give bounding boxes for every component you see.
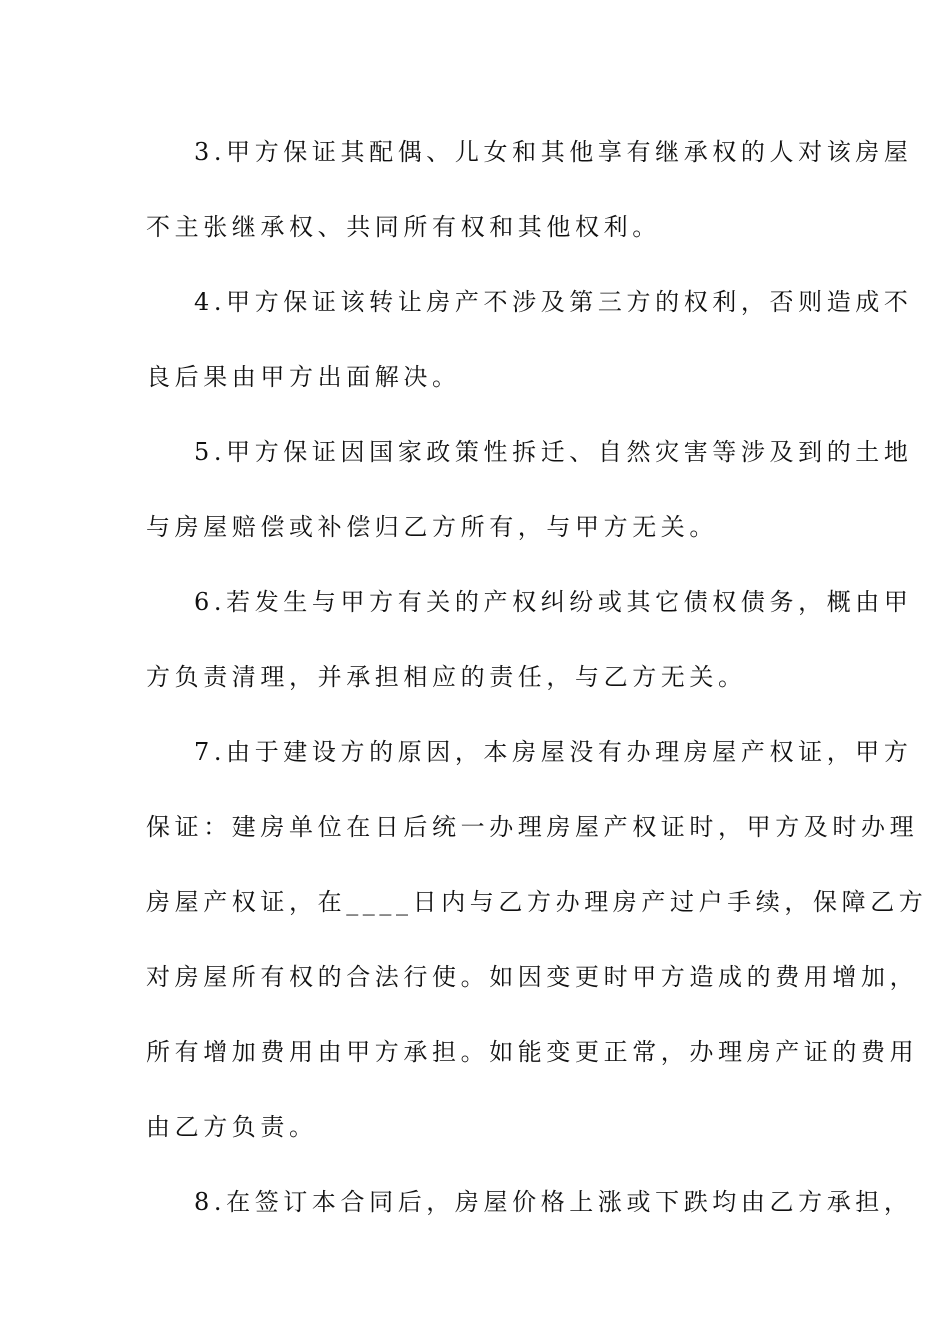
clause-7-line-3: 房屋产权证，在____日内与乙方办理房产过户手续，保障乙方 bbox=[146, 888, 928, 916]
clause-5-line-2: 与房屋赔偿或补偿归乙方所有，与甲方无关。 bbox=[146, 513, 718, 541]
clause-7-line-6: 由乙方负责。 bbox=[146, 1113, 318, 1141]
clause-7-line-4: 对房屋所有权的合法行使。如因变更时甲方造成的费用增加， bbox=[146, 963, 919, 991]
clause-7-line-2: 保证：建房单位在日后统一办理房屋产权证时，甲方及时办理 bbox=[146, 813, 919, 841]
clause-6-line-1: 6.若发生与甲方有关的产权纠纷或其它债权债务，概由甲 bbox=[194, 588, 913, 616]
clause-4-line-1: 4.甲方保证该转让房产不涉及第三方的权利，否则造成不 bbox=[194, 288, 913, 316]
clause-4-line-2: 良后果由甲方出面解决。 bbox=[146, 363, 461, 391]
clause-3-line-2: 不主张继承权、共同所有权和其他权利。 bbox=[146, 213, 661, 241]
clause-3-line-1: 3.甲方保证其配偶、儿女和其他享有继承权的人对该房屋 bbox=[194, 138, 913, 166]
clause-6-line-2: 方负责清理，并承担相应的责任，与乙方无关。 bbox=[146, 663, 747, 691]
clause-7-line-5: 所有增加费用由甲方承担。如能变更正常，办理房产证的费用 bbox=[146, 1038, 919, 1066]
clause-8-line-1: 8.在签订本合同后，房屋价格上涨或下跌均由乙方承担， bbox=[194, 1188, 913, 1216]
clause-5-line-1: 5.甲方保证因国家政策性拆迁、自然灾害等涉及到的土地 bbox=[194, 438, 913, 466]
clause-7-line-1: 7.由于建设方的原因，本房屋没有办理房屋产权证，甲方 bbox=[194, 738, 913, 766]
